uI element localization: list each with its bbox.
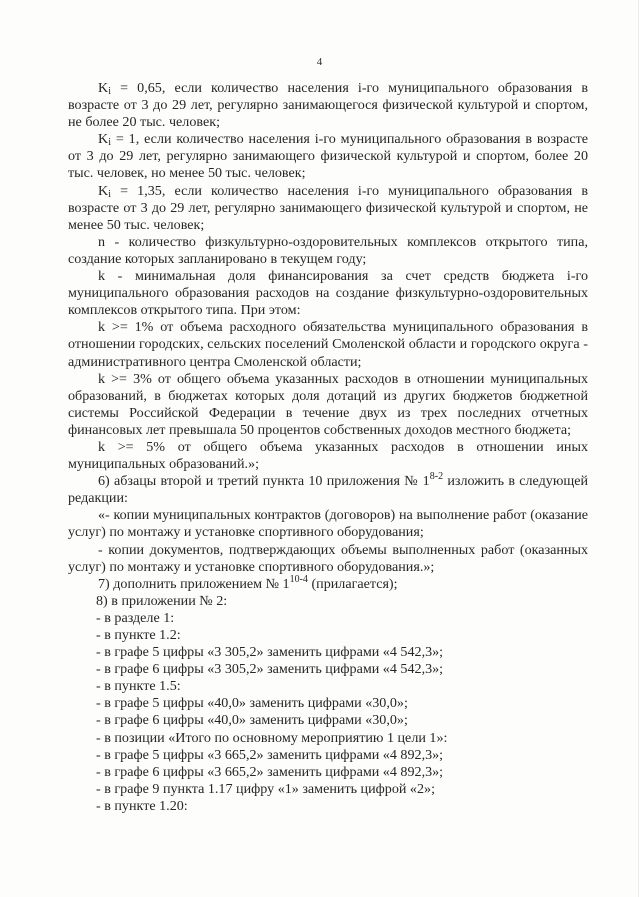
document-body bbox=[68, 80, 588, 815]
list-item: - в графе 9 пункта 1.17 цифру «1» заменить цифрой «2»; bbox=[96, 780, 435, 797]
paragraph-documents-copies: - копии документов, подтверждающих объемы выполненных работ (оказанных услуг) по монтажу и установке спортивного оборудования.»; bbox=[68, 541, 588, 575]
paragraph-ki-135: $K_i = 1,35$, если количество населения i-го муниципального образования в возрасте от 3 до 29 лет, регулярно занимающего физической культурой и спортом, не менее 50 тыс. человек; bbox=[68, 182, 588, 233]
list-item: - в графе 5 цифры «3 305,2» заменить цифрами «4 542,3»; bbox=[96, 644, 444, 661]
page-number: 4 bbox=[316, 56, 323, 68]
paragraph-k-definition: k - минимальная доля финансирования за счет средств бюджета i-го муниципального образования расходов на создание физкультурно-оздоровительных комплексов открытого типа. При этом: bbox=[68, 268, 588, 319]
list-item: - в графе 6 цифры «3 665,2» заменить цифрами «4 892,3»; bbox=[96, 763, 444, 780]
list-item: - в пункте 1.2: bbox=[96, 627, 181, 643]
list-item: - в позиции «Итого по основному мероприятию 1 цели 1»: bbox=[96, 729, 448, 746]
paragraph-k-5-percent: k >= 5% от общего объема указанных расходов в отношении иных муниципальных образований.»; bbox=[68, 438, 588, 473]
paragraph-k-3-percent: k >= 3% от общего объема указанных расходов в отношении муниципальных образований, в бюджетах которых доля дотаций из других бюджетов бюджетной системы Российской Федерации в течение двух из трех последних отчетных финансовых лет превышала 50 процентов собственных доходов местного бюджета; bbox=[68, 370, 588, 438]
paragraph-n-definition: n - количество физкультурно-оздоровительных комплексов открытого типа, создание которых запланировано в текущем году; bbox=[68, 233, 588, 267]
paragraph-item-6: 6) абзацы второй и третий пункта 10 приложения № 1$^{8-2}$ изложить в следующей редакции: bbox=[68, 471, 588, 507]
list-item: - в графе 6 цифры «40,0» заменить цифрами «30,0»; bbox=[96, 712, 408, 729]
list-item: - в пункте 1.5: bbox=[96, 678, 181, 695]
list-item: - в пункте 1.20: bbox=[96, 797, 188, 814]
paragraph-contracts-copies: «- копии муниципальных контрактов (договоров) на выполнение работ (оказание услуг) по монтажу и установке спортивного оборудования; bbox=[68, 507, 588, 541]
paragraph-item-7: 7) дополнить приложением № 1$^{10-4}$ (прилагается); bbox=[98, 573, 398, 592]
list-item: 8) в приложении № 2: bbox=[96, 592, 228, 609]
list-item: - в графе 5 цифры «3 665,2» заменить цифрами «4 892,3»; bbox=[96, 746, 444, 763]
amendment-list bbox=[68, 593, 588, 815]
list-item: - в графе 5 цифры «40,0» заменить цифрами «30,0»; bbox=[96, 695, 408, 712]
paragraph-k-1-percent: k >= 1% от объема расходного обязательства муниципального образования в отношении городских, сельских поселений Смоленской области и городского округа - административного центра Смоленской области; bbox=[68, 319, 588, 370]
list-item: - в разделе 1: bbox=[96, 609, 175, 626]
list-item: - в графе 6 цифры «3 305,2» заменить цифрами «4 542,3»; bbox=[96, 661, 444, 678]
paragraph-ki-1: $K_i = 1$, если количество населения i-го муниципального образования в возрасте от 3 до 29 лет, регулярно занимающего физической культурой и спортом, более 20 тыс. человек, но менее 50 тыс. человек; bbox=[68, 131, 588, 182]
paragraph-ki-065: $K_i = 0,65$, если количество населения i-го муниципального образования в возрасте от 3 до 29 лет, регулярно занимающегося физической культурой и спортом, не более 20 тыс. человек; bbox=[68, 80, 588, 131]
